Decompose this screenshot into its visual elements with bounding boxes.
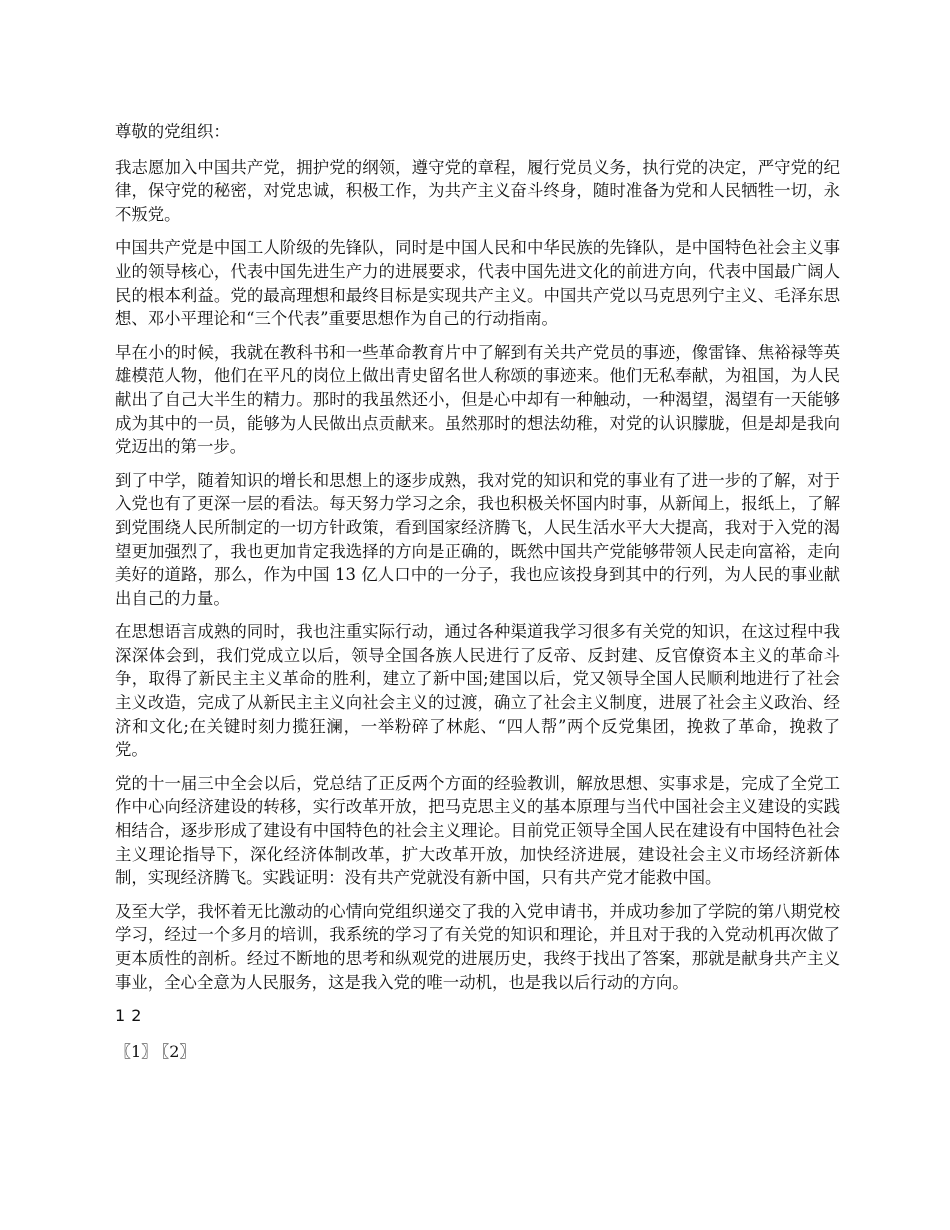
pagination	[115, 1040, 840, 1064]
salutation: 尊敬的党组织：	[115, 122, 230, 141]
letter-document	[115, 120, 840, 1063]
paragraph-7: 及至大学，我怀着无比激动的心情向党组织递交了我的入党申请书，并成功参加了学院的第八期党校学习，经过一个多月的培训，我系统的学习了有关党的知识和理论，并且对于我的入党动机再次做了更本质性的剖析。经过不断地的思考和纵观党的进展历史，我终于找出了答案，那就是献身共产主义事业，全心全意为人民服务，这是我入党的唯一动机，也是我以后行动的方向。	[115, 901, 840, 992]
paragraph-6: 党的十一届三中全会以后，党总结了正反两个方面的经验教训，解放思想、实事求是，完成了全党工作中心向经济建设的转移，实行改革开放，把马克思主义的基本原理与当代中国社会主义建设的实践相结合，逐步形成了建设有中国特色的社会主义理论。目前党正领导全国人民在建设有中国特色社会主义理论指导下，深化经济体制改革，扩大改革开放，加快经济进展，建设社会主义市场经济新体制，实现经济腾飞。实践证明：没有共产党就没有新中国，只有共产党才能救中国。	[115, 773, 840, 888]
page-number-1: 1	[115, 1006, 126, 1026]
page-number-2: 2	[131, 1006, 142, 1026]
page-link-1[interactable]: 〖1〗	[115, 1041, 158, 1061]
page-link-2[interactable]: 〖2〗	[161, 1041, 196, 1061]
paragraph-4: 到了中学，随着知识的增长和思想上的逐步成熟，我对党的知识和党的事业有了进一步的了解，对于入党也有了更深一层的看法。每天努力学习之余，我也积极关怀国内时事，从新闻上，报纸上，了解到党围绕人民所制定的一切方针政策，看到国家经济腾飞，人民生活水平大大提高，我对于入党的渴望更加强烈了，我也更加肯定我选择的方向是正确的，既然中国共产党能够带领人民走向富裕，走向美好的道路，那么，作为中国 13 亿人口中的一分子，我也应该投身到其中的行列，为人民的事业献出自己的力量。	[115, 470, 840, 608]
paragraph-1: 我志愿加入中国共产党，拥护党的纲领，遵守党的章程，履行党员义务，执行党的决定，严守党的纪律，保守党的秘密，对党忠诚，积极工作，为共产主义奋斗终身，随时准备为党和人民牺牲一切，永不叛党。	[115, 157, 840, 224]
page-numbers	[115, 1004, 840, 1028]
paragraph-2: 中国共产党是中国工人阶级的先锋队，同时是中国人民和中华民族的先锋队，是中国特色社会主义事业的领导核心，代表中国先进生产力的进展要求，代表中国先进文化的前进方向，代表中国最广阔人民的根本利益。党的最高理想和最终目标是实现共产主义。中国共产党以马克思列宁主义、毛泽东思想、邓小平理论和“三个代表”重要思想作为自己的行动指南。	[115, 238, 840, 329]
paragraph-3: 早在小的时候，我就在教科书和一些革命教育片中了解到有关共产党员的事迹，像雷锋、焦裕禄等英雄模范人物，他们在平凡的岗位上做出青史留名世人称颂的事迹来。他们无私奉献，为祖国，为人民献出了自己大半生的精力。那时的我虽然还小，但是心中却有一种触动，一种渴望，渴望有一天能够成为其中的一员，能够为人民做出点贡献来。虽然那时的想法幼稚，对党的认识朦胧，但是却是我向党迈出的第一步。	[115, 342, 840, 457]
paragraph-5: 在思想语言成熟的同时，我也注重实际行动，通过各种渠道我学习很多有关党的知识，在这过程中我深深体会到，我们党成立以后，领导全国各族人民进行了反帝、反封建、反官僚资本主义的革命斗争，取得了新民主主义革命的胜利，建立了新中国;建国以后，党又领导全国人民顺利地进行了社会主义改造，完成了从新民主主义向社会主义的过渡，确立了社会主义制度，进展了社会主义政治、经济和文化;在关键时刻力揽狂澜，一举粉碎了林彪、“四人帮”两个反党集团，挽救了革命，挽救了党。	[115, 622, 840, 760]
